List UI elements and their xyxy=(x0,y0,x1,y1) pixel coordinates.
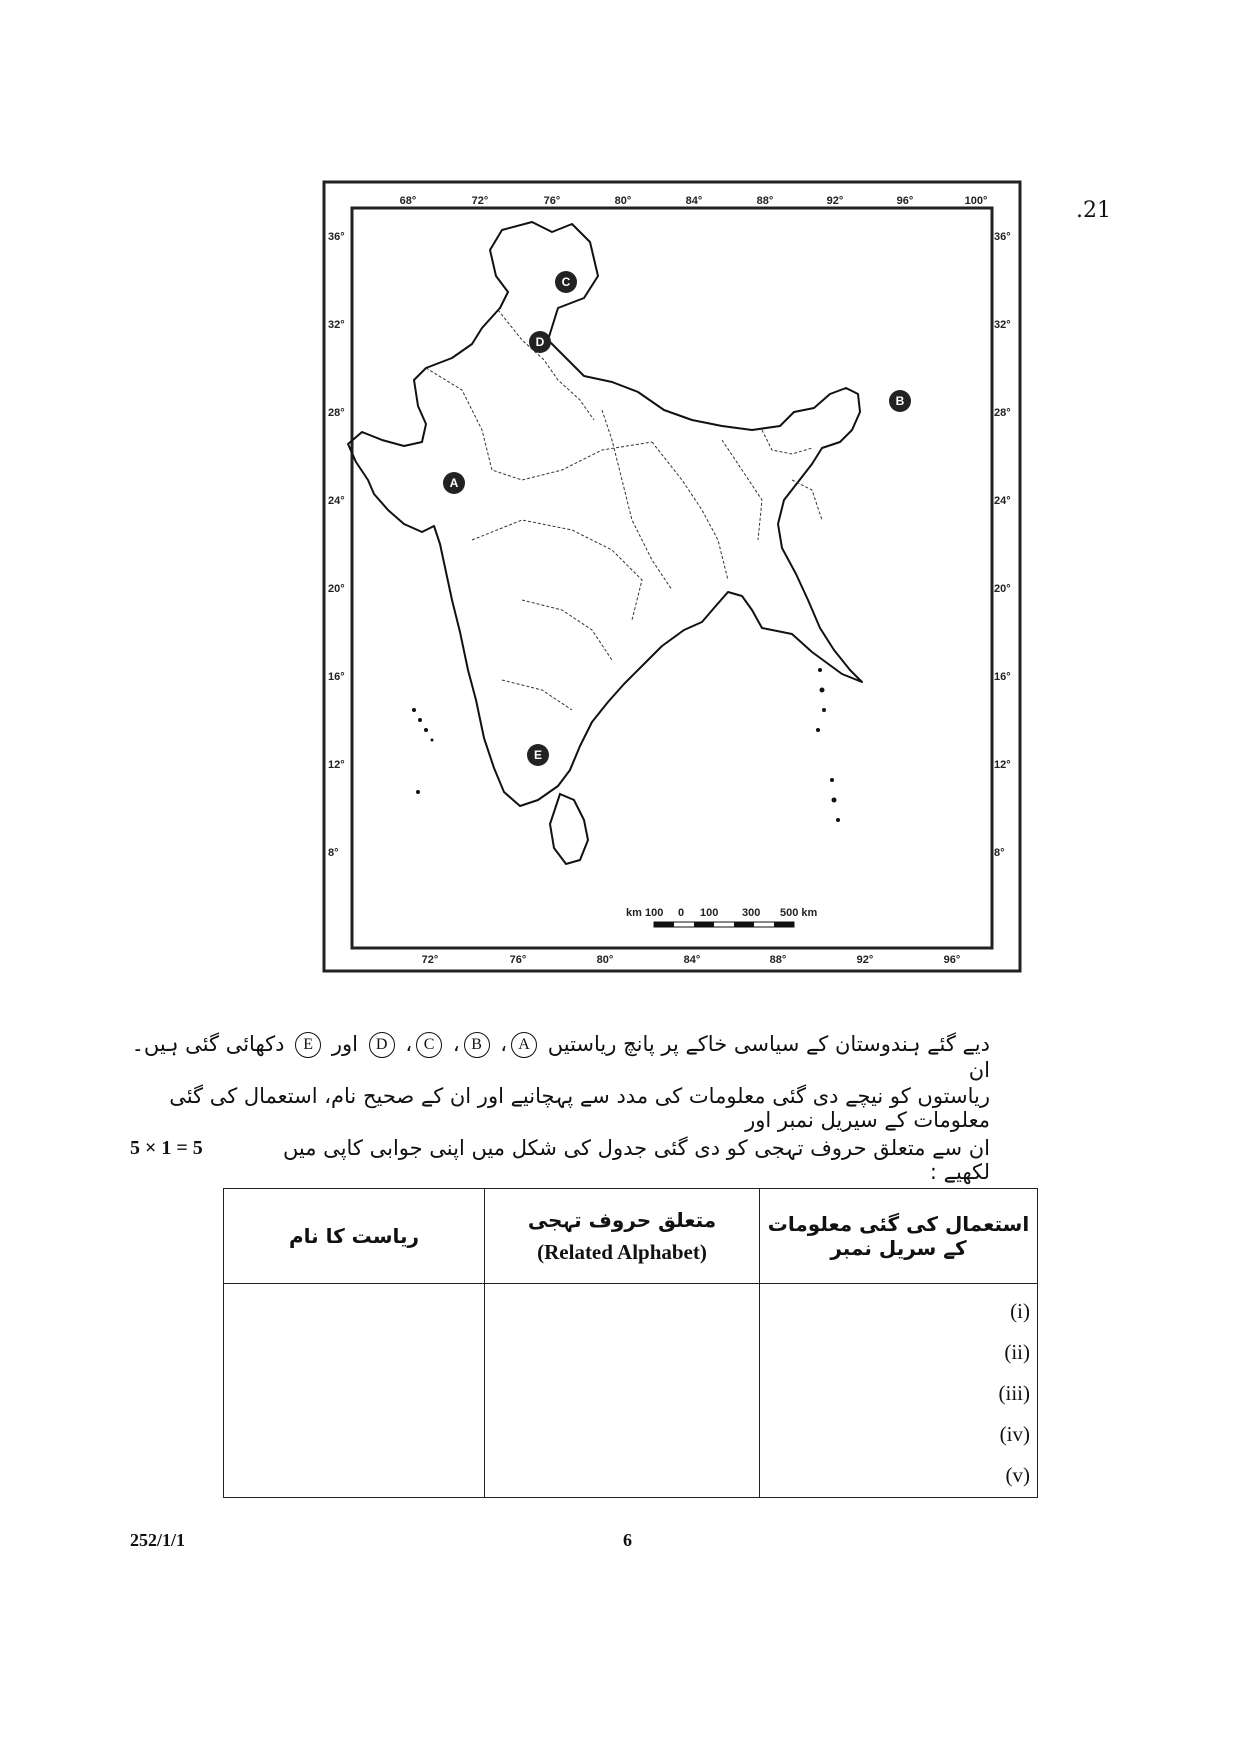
marker-c xyxy=(555,271,577,293)
header-alphabet-en: (Related Alphabet) xyxy=(537,1239,707,1264)
lon-label: 80° xyxy=(614,195,632,207)
lon-label: 92° xyxy=(856,954,874,966)
lon-label: 84° xyxy=(685,195,703,207)
header-alphabet: متعلق حروف تہجی (Related Alphabet) xyxy=(485,1189,760,1284)
lon-label: 76° xyxy=(509,954,527,966)
header-serial: استعمال کی گئی معلومات کے سریل نمبر xyxy=(760,1189,1038,1284)
svg-text:km 100: km 100 xyxy=(626,907,664,919)
marker-a-letter: A xyxy=(449,476,459,490)
lon-label: 76° xyxy=(543,195,561,207)
instruction-line-1: دیے گئے ہندوستان کے سیاسی خاکے پر پانچ ریاستیں A، B، C، D اور E دکھائی گئی ہیں۔ ان xyxy=(131,1032,990,1082)
lat-label: 20° xyxy=(994,583,1011,595)
lat-label: 16° xyxy=(994,671,1011,683)
svg-text:500 km: 500 km xyxy=(780,907,818,919)
lat-label: 8° xyxy=(328,847,339,859)
state-column xyxy=(224,1284,485,1498)
header-state: ریاست کا نام xyxy=(224,1189,485,1284)
instruction-line-2: ریاستوں کو نیچے دی گئی معلومات کی مدد سے پہچانیے اور ان کے صحیح نام، استعمال کی گئی معلومات کے سیریل نمبر اور xyxy=(169,1084,990,1132)
letter-b: B xyxy=(464,1032,490,1058)
lat-label: 24° xyxy=(328,495,345,507)
svg-text:100: 100 xyxy=(700,907,719,919)
serial-item: (iii) xyxy=(998,1381,1030,1405)
serial-column xyxy=(760,1284,1038,1498)
marker-d xyxy=(529,331,551,353)
marker-c-letter: C xyxy=(561,275,571,289)
lat-label: 28° xyxy=(328,407,345,419)
lat-label: 32° xyxy=(994,319,1011,331)
lon-label: 80° xyxy=(596,954,614,966)
letter-e: E xyxy=(295,1032,321,1058)
marks-allocation: 5 × 1 = 5 xyxy=(130,1137,203,1159)
letter-c: C xyxy=(416,1032,442,1058)
letter-d: D xyxy=(369,1032,395,1058)
lon-label: 68° xyxy=(399,195,417,207)
serial-item: (iv) xyxy=(999,1422,1030,1446)
lat-label: 36° xyxy=(328,231,345,243)
serial-item: (i) xyxy=(1010,1299,1030,1323)
serial-item: (v) xyxy=(1005,1463,1030,1487)
svg-text:300: 300 xyxy=(742,907,761,919)
lon-label: 88° xyxy=(769,954,787,966)
lat-label: 36° xyxy=(994,231,1011,243)
india-map xyxy=(322,180,1022,973)
lat-label: 32° xyxy=(328,319,345,331)
marker-a xyxy=(443,472,465,494)
lat-label: 28° xyxy=(994,407,1011,419)
serial-item: (ii) xyxy=(1004,1340,1030,1364)
lat-label: 8° xyxy=(994,847,1005,859)
question-number: .21 xyxy=(1076,198,1111,223)
lon-label: 96° xyxy=(943,954,961,966)
lon-label: 88° xyxy=(756,195,774,207)
instruction-line-3: ان سے متعلق حروف تہجی کو دی گئی جدول کی شکل میں اپنی جوابی کاپی میں لکھیے : xyxy=(282,1136,990,1184)
lon-label: 92° xyxy=(826,195,844,207)
paper-code: 252/1/1 xyxy=(130,1530,186,1550)
letter-a: A xyxy=(511,1032,537,1058)
lat-label: 12° xyxy=(328,759,345,771)
lon-label: 100° xyxy=(964,195,988,207)
lat-label: 24° xyxy=(994,495,1011,507)
map-outer-frame xyxy=(324,182,1020,971)
marker-e-letter: E xyxy=(533,748,543,762)
marker-b xyxy=(889,390,911,412)
answer-table xyxy=(223,1188,1038,1498)
lat-label: 16° xyxy=(328,671,345,683)
page-number: 6 xyxy=(623,1530,632,1550)
alphabet-column xyxy=(485,1284,760,1498)
lat-label: 12° xyxy=(994,759,1011,771)
lon-label: 96° xyxy=(896,195,914,207)
marker-b-letter: B xyxy=(895,394,905,408)
lon-label: 84° xyxy=(683,954,701,966)
marker-e xyxy=(527,744,549,766)
svg-text:0: 0 xyxy=(678,907,685,919)
lat-label: 20° xyxy=(328,583,345,595)
lon-label: 72° xyxy=(471,195,489,207)
lon-label: 72° xyxy=(421,954,439,966)
marker-d-letter: D xyxy=(535,335,545,349)
